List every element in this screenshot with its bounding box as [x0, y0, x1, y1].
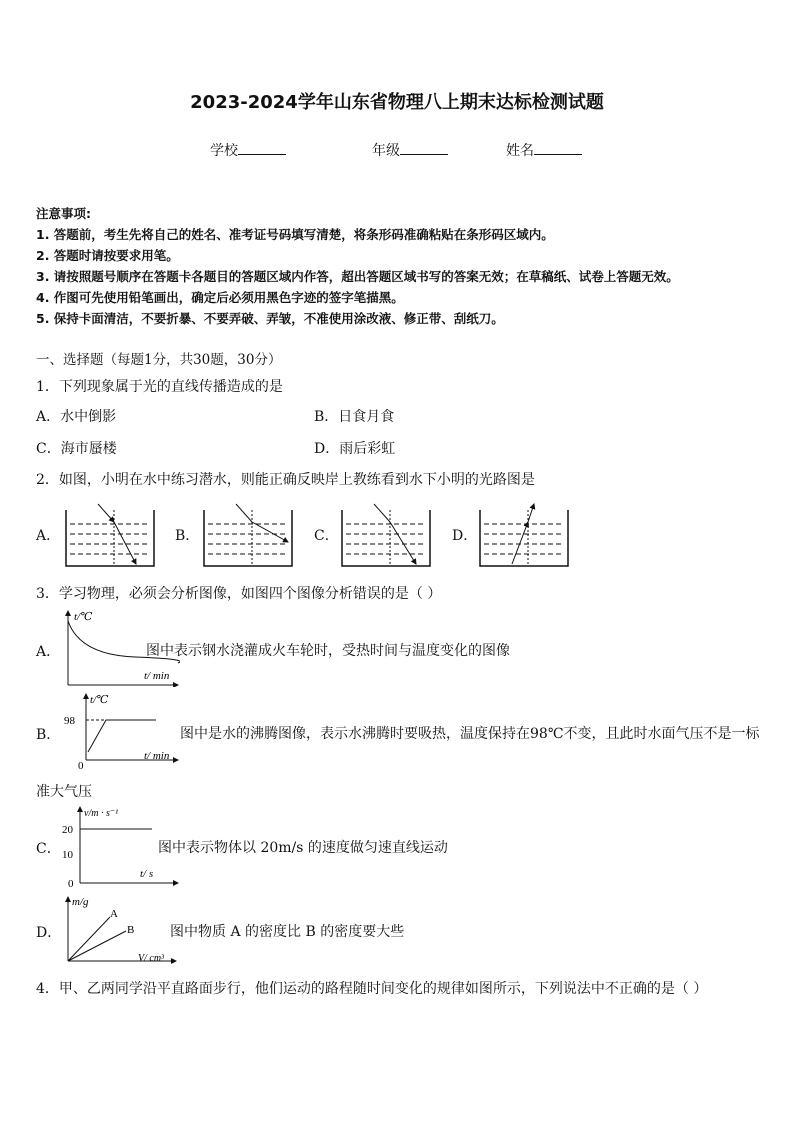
- q3c-xlabel: t/ s: [140, 868, 154, 880]
- q3b-origin: 0: [78, 760, 84, 770]
- q3-option-b-text-cont: 准大气压: [36, 784, 92, 800]
- q3-graph-d: [60, 893, 180, 967]
- q3c-tick-20: 20: [62, 824, 73, 836]
- name-label: 姓名: [506, 143, 534, 159]
- question-2-stem: 2．如图，小明在水中练习潜水，则能正确反映岸上教练看到水下小明的光路图是: [36, 472, 535, 488]
- grade-label: 年级: [372, 143, 400, 159]
- q3a-xlabel: t/ min: [144, 670, 170, 682]
- question-1-stem: 1．下列现象属于光的直线传播造成的是: [36, 379, 283, 395]
- note-item: 3. 请按照题号顺序在答题卡各题目的答题区域内作答，超出答题区域书写的答案无效；在草稿纸、试卷上答题无效。: [36, 269, 679, 284]
- question-4-stem: 4．甲、乙两同学沿平直路面步行，他们运动的路程随时间变化的规律如图所示，下列说法中不正确的是（ ）: [36, 981, 708, 997]
- q3-option-c-label[interactable]: C．: [36, 841, 61, 857]
- note-item: 2. 答题时请按要求用笔。: [36, 248, 179, 263]
- q2-diagram-b[interactable]: [200, 500, 296, 570]
- q2-diagram-c[interactable]: [338, 500, 434, 570]
- q3-option-a-label[interactable]: A．: [36, 644, 61, 660]
- q1-option-d[interactable]: D．雨后彩虹: [314, 441, 396, 457]
- q3-option-b-label[interactable]: B．: [36, 727, 61, 743]
- q3c-tick-0: 0: [68, 878, 74, 889]
- school-blank[interactable]: [238, 140, 286, 155]
- notes-heading: 注意事项:: [36, 206, 91, 221]
- q3b-ylabel: t/℃: [90, 694, 109, 706]
- q2-option-a-label[interactable]: A．: [36, 528, 61, 544]
- q2-option-c-label[interactable]: C．: [314, 528, 339, 544]
- school-field[interactable]: [210, 140, 286, 160]
- q3d-ylabel: m/g: [72, 896, 89, 908]
- q3-option-d-label[interactable]: D．: [36, 925, 62, 941]
- q3-option-c-text: 图中表示物体以 20m/s 的速度做匀速直线运动: [158, 840, 448, 856]
- note-item: 5. 保持卡面清洁，不要折暴、不要弄破、弄皱，不准使用涂改液、修正带、刮纸刀。: [36, 311, 504, 326]
- q2-option-b-label[interactable]: B．: [175, 528, 200, 544]
- q3c-tick-10: 10: [62, 849, 73, 861]
- q2-diagram-a[interactable]: [62, 500, 158, 570]
- q3-option-d-text: 图中物质 A 的密度比 B 的密度要大些: [170, 924, 405, 940]
- q3b-tick-98: 98: [64, 715, 75, 727]
- q2-diagram-d[interactable]: [476, 500, 572, 570]
- q2-option-d-label[interactable]: D．: [452, 528, 478, 544]
- q3d-line-a-label: A: [110, 908, 118, 920]
- q3a-ylabel: t/℃: [74, 611, 93, 623]
- grade-blank[interactable]: [400, 140, 448, 155]
- q3-option-b-text: 图中是水的沸腾图像，表示水沸腾时要吸热，温度保持在98℃不变，且此时水面气压不是一标: [180, 726, 760, 742]
- q3c-ylabel: v/m · s⁻¹: [84, 808, 119, 819]
- note-item: 1. 答题前，考生先将自己的姓名、准考证号码填写清楚，将条形码准确粘贴在条形码区域内。: [36, 227, 554, 242]
- section-heading: 一、选择题（每题1分，共30题，30分）: [36, 352, 282, 368]
- page-title: 2023-2024学年山东省物理八上期末达标检测试题: [190, 92, 604, 113]
- q3b-xlabel: t/ min: [144, 750, 170, 762]
- q3d-line-b-label: B: [127, 924, 135, 936]
- grade-field[interactable]: [372, 140, 448, 160]
- name-field[interactable]: [506, 140, 582, 160]
- q1-option-c[interactable]: C．海市蜃楼: [36, 441, 117, 457]
- note-item: 4. 作图可先使用铅笔画出，确定后必须用黑色字迹的签字笔描黑。: [36, 290, 404, 305]
- q3-graph-b: [60, 690, 180, 770]
- q1-option-a[interactable]: A．水中倒影: [36, 409, 117, 425]
- q3-option-a-text: 图中表示钢水浇灌成火车轮时，受热时间与温度变化的图像: [146, 643, 510, 659]
- q3d-xlabel: V/ cm³: [138, 953, 165, 964]
- q1-option-b[interactable]: B．日食月食: [314, 409, 395, 425]
- name-blank[interactable]: [534, 140, 582, 155]
- question-3-stem: 3．学习物理，必须会分析图像，如图四个图像分析错误的是（ ）: [36, 586, 442, 602]
- school-label: 学校: [210, 143, 238, 159]
